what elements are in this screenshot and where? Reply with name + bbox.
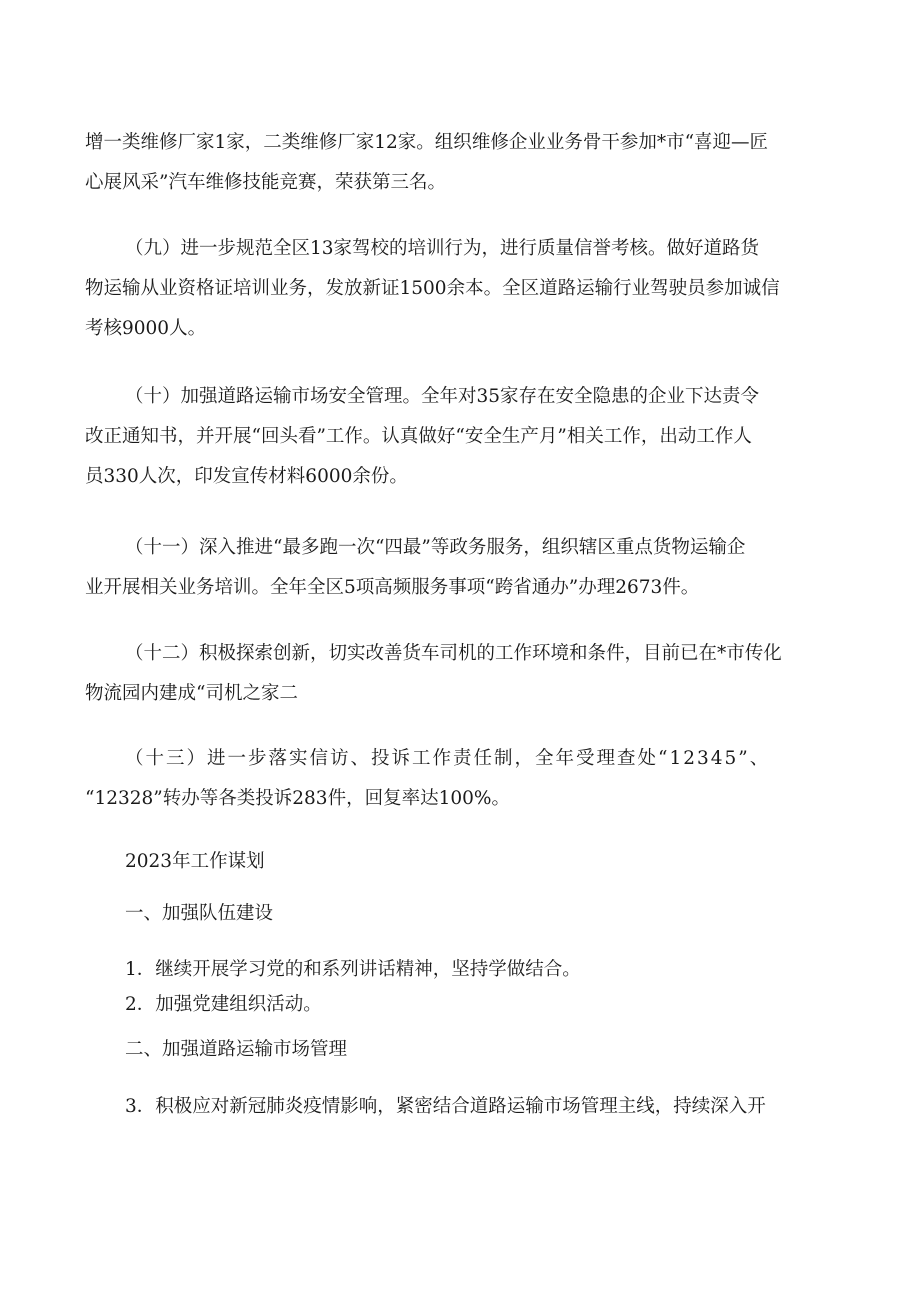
text-line: 物流园内建成“司机之家二 [85,683,298,704]
plan-title [125,842,877,882]
text-line: 考核9000人。 [85,318,207,339]
paragraph-9 [85,229,837,349]
list-item: 3．积极应对新冠肺炎疫情影响，紧密结合道路运输市场管理主线，持续深入开 [125,1096,766,1117]
text-line: “12328”转办等各类投诉283件，回复率达100%。 [85,788,510,809]
text-line: 增一类维修厂家1家，二类维修厂家12家。组织维修企业业务骨干参加*市“喜迎—匠 [85,132,769,153]
text-line: （十二）积极探索创新，切实改善货车司机的工作环境和条件，目前已在*市传化 [125,643,782,664]
list-item: 2．加强党建组织活动。 [125,994,322,1015]
paragraph-11 [85,528,837,608]
text-line: 员330人次，印发宣传材料6000余份。 [85,466,408,487]
text-line: （十三）进一步落实信访、投诉工作责任制，全年受理查处“12345”、 [125,748,771,769]
plan-title-text: 2023年工作谋划 [125,851,265,872]
paragraph-10 [85,377,837,497]
text-line: 业开展相关业务培训。全年全区5项高频服务事项“跨省通办”办理2673件。 [85,577,700,598]
section-heading-text: 二、加强道路运输市场管理 [125,1039,348,1060]
plan-list-1 [125,952,877,1022]
text-line: （十）加强道路运输市场安全管理。全年对35家存在安全隐患的企业下达责令 [125,386,760,407]
paragraph-8-continuation [85,123,837,203]
paragraph-12 [85,634,837,714]
text-line: 改正通知书，并开展“回头看”工作。认真做好“安全生产月”相关工作，出动工作人 [85,426,752,447]
text-line: 物运输从业资格证培训业务，发放新证1500余本。全区道路运输行业驾驶员参加诚信 [85,278,780,299]
text-line: （九）进一步规范全区13家驾校的培训行为，进行质量信誉考核。做好道路货 [125,238,760,259]
paragraph-13 [85,739,837,819]
section-heading-2 [125,1030,877,1070]
text-line: 心展风采”汽车维修技能竞赛，荣获第三名。 [85,172,446,193]
text-line: （十一）深入推进“最多跑一次“四最”等政务服务，组织辖区重点货物运输企 [125,537,746,558]
list-item: 1．继续开展学习党的和系列讲话精神，坚持学做结合。 [125,959,581,980]
section-heading-text: 一、加强队伍建设 [125,903,274,924]
plan-list-2 [125,1087,877,1127]
section-heading-1 [125,894,877,934]
